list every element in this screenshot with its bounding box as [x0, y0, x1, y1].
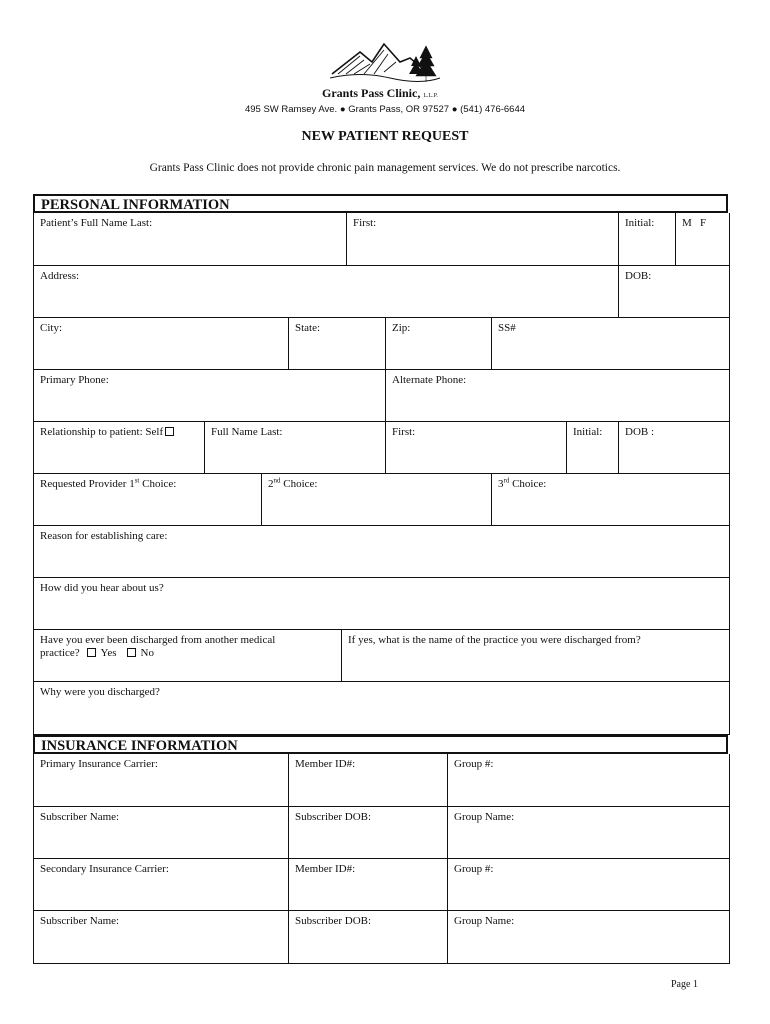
reason-field[interactable] — [33, 526, 730, 578]
mountain-logo — [330, 38, 442, 86]
zip-label: Zip: — [392, 322, 411, 334]
member-id-2-field[interactable] — [288, 859, 447, 911]
patient-first-name-field[interactable] — [346, 213, 618, 266]
patient-sex-label: M F — [682, 217, 707, 229]
provider-choice-3-field[interactable] — [491, 474, 730, 526]
clinic-name — [322, 86, 438, 101]
zip-field[interactable] — [385, 318, 491, 370]
member-id-2-label: Member ID#: — [295, 863, 356, 875]
provider-3-suffix: Choice: — [509, 478, 547, 490]
group-number-2-field[interactable] — [447, 859, 730, 911]
dob-field[interactable] — [618, 266, 730, 318]
relative-last-name-label: Full Name Last: — [211, 426, 283, 438]
clinic-suffix: L.L.P. — [423, 93, 438, 99]
personal-section-label: PERSONAL INFORMATION — [41, 197, 230, 213]
patient-initial-label: Initial: — [625, 217, 655, 229]
primary-carrier-field[interactable] — [33, 754, 288, 807]
discharged-question-practice: practice? — [40, 647, 80, 659]
provider-2-suffix: Choice: — [280, 478, 318, 490]
clinic-address: 495 SW Ramsey Ave. ● Grants Pass, OR 97527 ● (541) 476-6644 — [244, 104, 526, 115]
discharge-reason-label: Why were you discharged? — [40, 686, 160, 698]
ss-field[interactable] — [491, 318, 730, 370]
group-name-2-label: Group Name: — [454, 915, 515, 927]
discharge-reason-field[interactable] — [33, 682, 730, 735]
provider-1-label: Requested Provider 1 — [40, 478, 135, 490]
primary-phone-label: Primary Phone: — [40, 374, 109, 386]
group-number-1-field[interactable] — [447, 754, 730, 807]
referral-source-label: How did you hear about us? — [40, 582, 164, 594]
notice-text: Grants Pass Clinic does not provide chronic pain management services. We do not prescribe narcotics. — [149, 162, 621, 174]
self-checkbox[interactable] — [165, 427, 174, 436]
yes-label: Yes — [100, 647, 117, 659]
state-field[interactable] — [288, 318, 385, 370]
provider-2-label: 2 — [268, 478, 274, 490]
relationship-field[interactable] — [33, 422, 204, 474]
relative-first-name-field[interactable] — [385, 422, 566, 474]
patient-sex-field[interactable] — [675, 213, 730, 266]
member-id-1-label: Member ID#: — [295, 758, 356, 770]
address-label: Address: — [40, 270, 80, 282]
subscriber-name-2-field[interactable] — [33, 911, 288, 964]
discharged-question-field — [33, 630, 341, 682]
relative-first-name-label: First: — [392, 426, 416, 438]
subscriber-dob-2-label: Subscriber DOB: — [295, 915, 372, 927]
provider-3-sup: rd — [503, 476, 510, 485]
patient-last-name-label: Patient’s Full Name Last: — [40, 217, 153, 229]
discharged-practice-field[interactable] — [341, 630, 730, 682]
primary-carrier-label: Primary Insurance Carrier: — [40, 758, 158, 770]
relationship-label: Relationship to patient: Self — [40, 426, 164, 438]
primary-phone-field[interactable] — [33, 370, 385, 422]
discharged-question-line1: Have you ever been discharged from another medical — [40, 634, 276, 646]
group-number-1-label: Group #: — [454, 758, 494, 770]
no-checkbox[interactable] — [127, 648, 136, 657]
provider-3-label: 3 — [498, 478, 504, 490]
referral-source-field[interactable] — [33, 578, 730, 630]
relative-dob-label: DOB : — [625, 426, 655, 438]
provider-choice-2-field[interactable] — [261, 474, 491, 526]
alternate-phone-field[interactable] — [385, 370, 730, 422]
provider-choice-1-field[interactable] — [33, 474, 261, 526]
alternate-phone-label: Alternate Phone: — [392, 374, 467, 386]
page-title: NEW PATIENT REQUEST — [301, 129, 469, 144]
discharged-question-line2 — [40, 647, 335, 660]
subscriber-name-1-label: Subscriber Name: — [40, 811, 120, 823]
discharged-practice-label: If yes, what is the name of the practice you were discharged from? — [348, 634, 641, 646]
provider-1-suffix: Choice: — [139, 478, 177, 490]
subscriber-name-1-field[interactable] — [33, 807, 288, 859]
subscriber-dob-2-field[interactable] — [288, 911, 447, 964]
relative-initial-label: Initial: — [573, 426, 603, 438]
subscriber-dob-1-label: Subscriber DOB: — [295, 811, 372, 823]
city-field[interactable] — [33, 318, 288, 370]
insurance-section-label: INSURANCE INFORMATION — [41, 738, 238, 754]
secondary-carrier-label: Secondary Insurance Carrier: — [40, 863, 169, 875]
patient-first-name-label: First: — [353, 217, 377, 229]
group-name-2-field[interactable] — [447, 911, 730, 964]
subscriber-dob-1-field[interactable] — [288, 807, 447, 859]
state-label: State: — [295, 322, 321, 334]
personal-section-title — [33, 194, 728, 213]
city-label: City: — [40, 322, 63, 334]
relative-dob-field[interactable] — [618, 422, 730, 474]
group-name-1-field[interactable] — [447, 807, 730, 859]
ss-label: SS# — [498, 322, 516, 334]
dob-label: DOB: — [625, 270, 652, 282]
reason-label: Reason for establishing care: — [40, 530, 168, 542]
relative-initial-field[interactable] — [566, 422, 618, 474]
provider-1-sup: st — [134, 476, 140, 485]
group-name-1-label: Group Name: — [454, 811, 515, 823]
yes-checkbox[interactable] — [87, 648, 96, 657]
relative-last-name-field[interactable] — [204, 422, 385, 474]
no-label: No — [140, 647, 154, 659]
secondary-carrier-field[interactable] — [33, 859, 288, 911]
provider-2-sup: nd — [273, 476, 281, 485]
patient-last-name-field[interactable] — [33, 213, 346, 266]
patient-initial-field[interactable] — [618, 213, 675, 266]
page-number: Page 1 — [671, 979, 698, 990]
clinic-name-text: Grants Pass Clinic, — [322, 86, 421, 100]
address-field[interactable] — [33, 266, 618, 318]
member-id-1-field[interactable] — [288, 754, 447, 807]
insurance-section-title — [33, 735, 728, 754]
group-number-2-label: Group #: — [454, 863, 494, 875]
subscriber-name-2-label: Subscriber Name: — [40, 915, 120, 927]
